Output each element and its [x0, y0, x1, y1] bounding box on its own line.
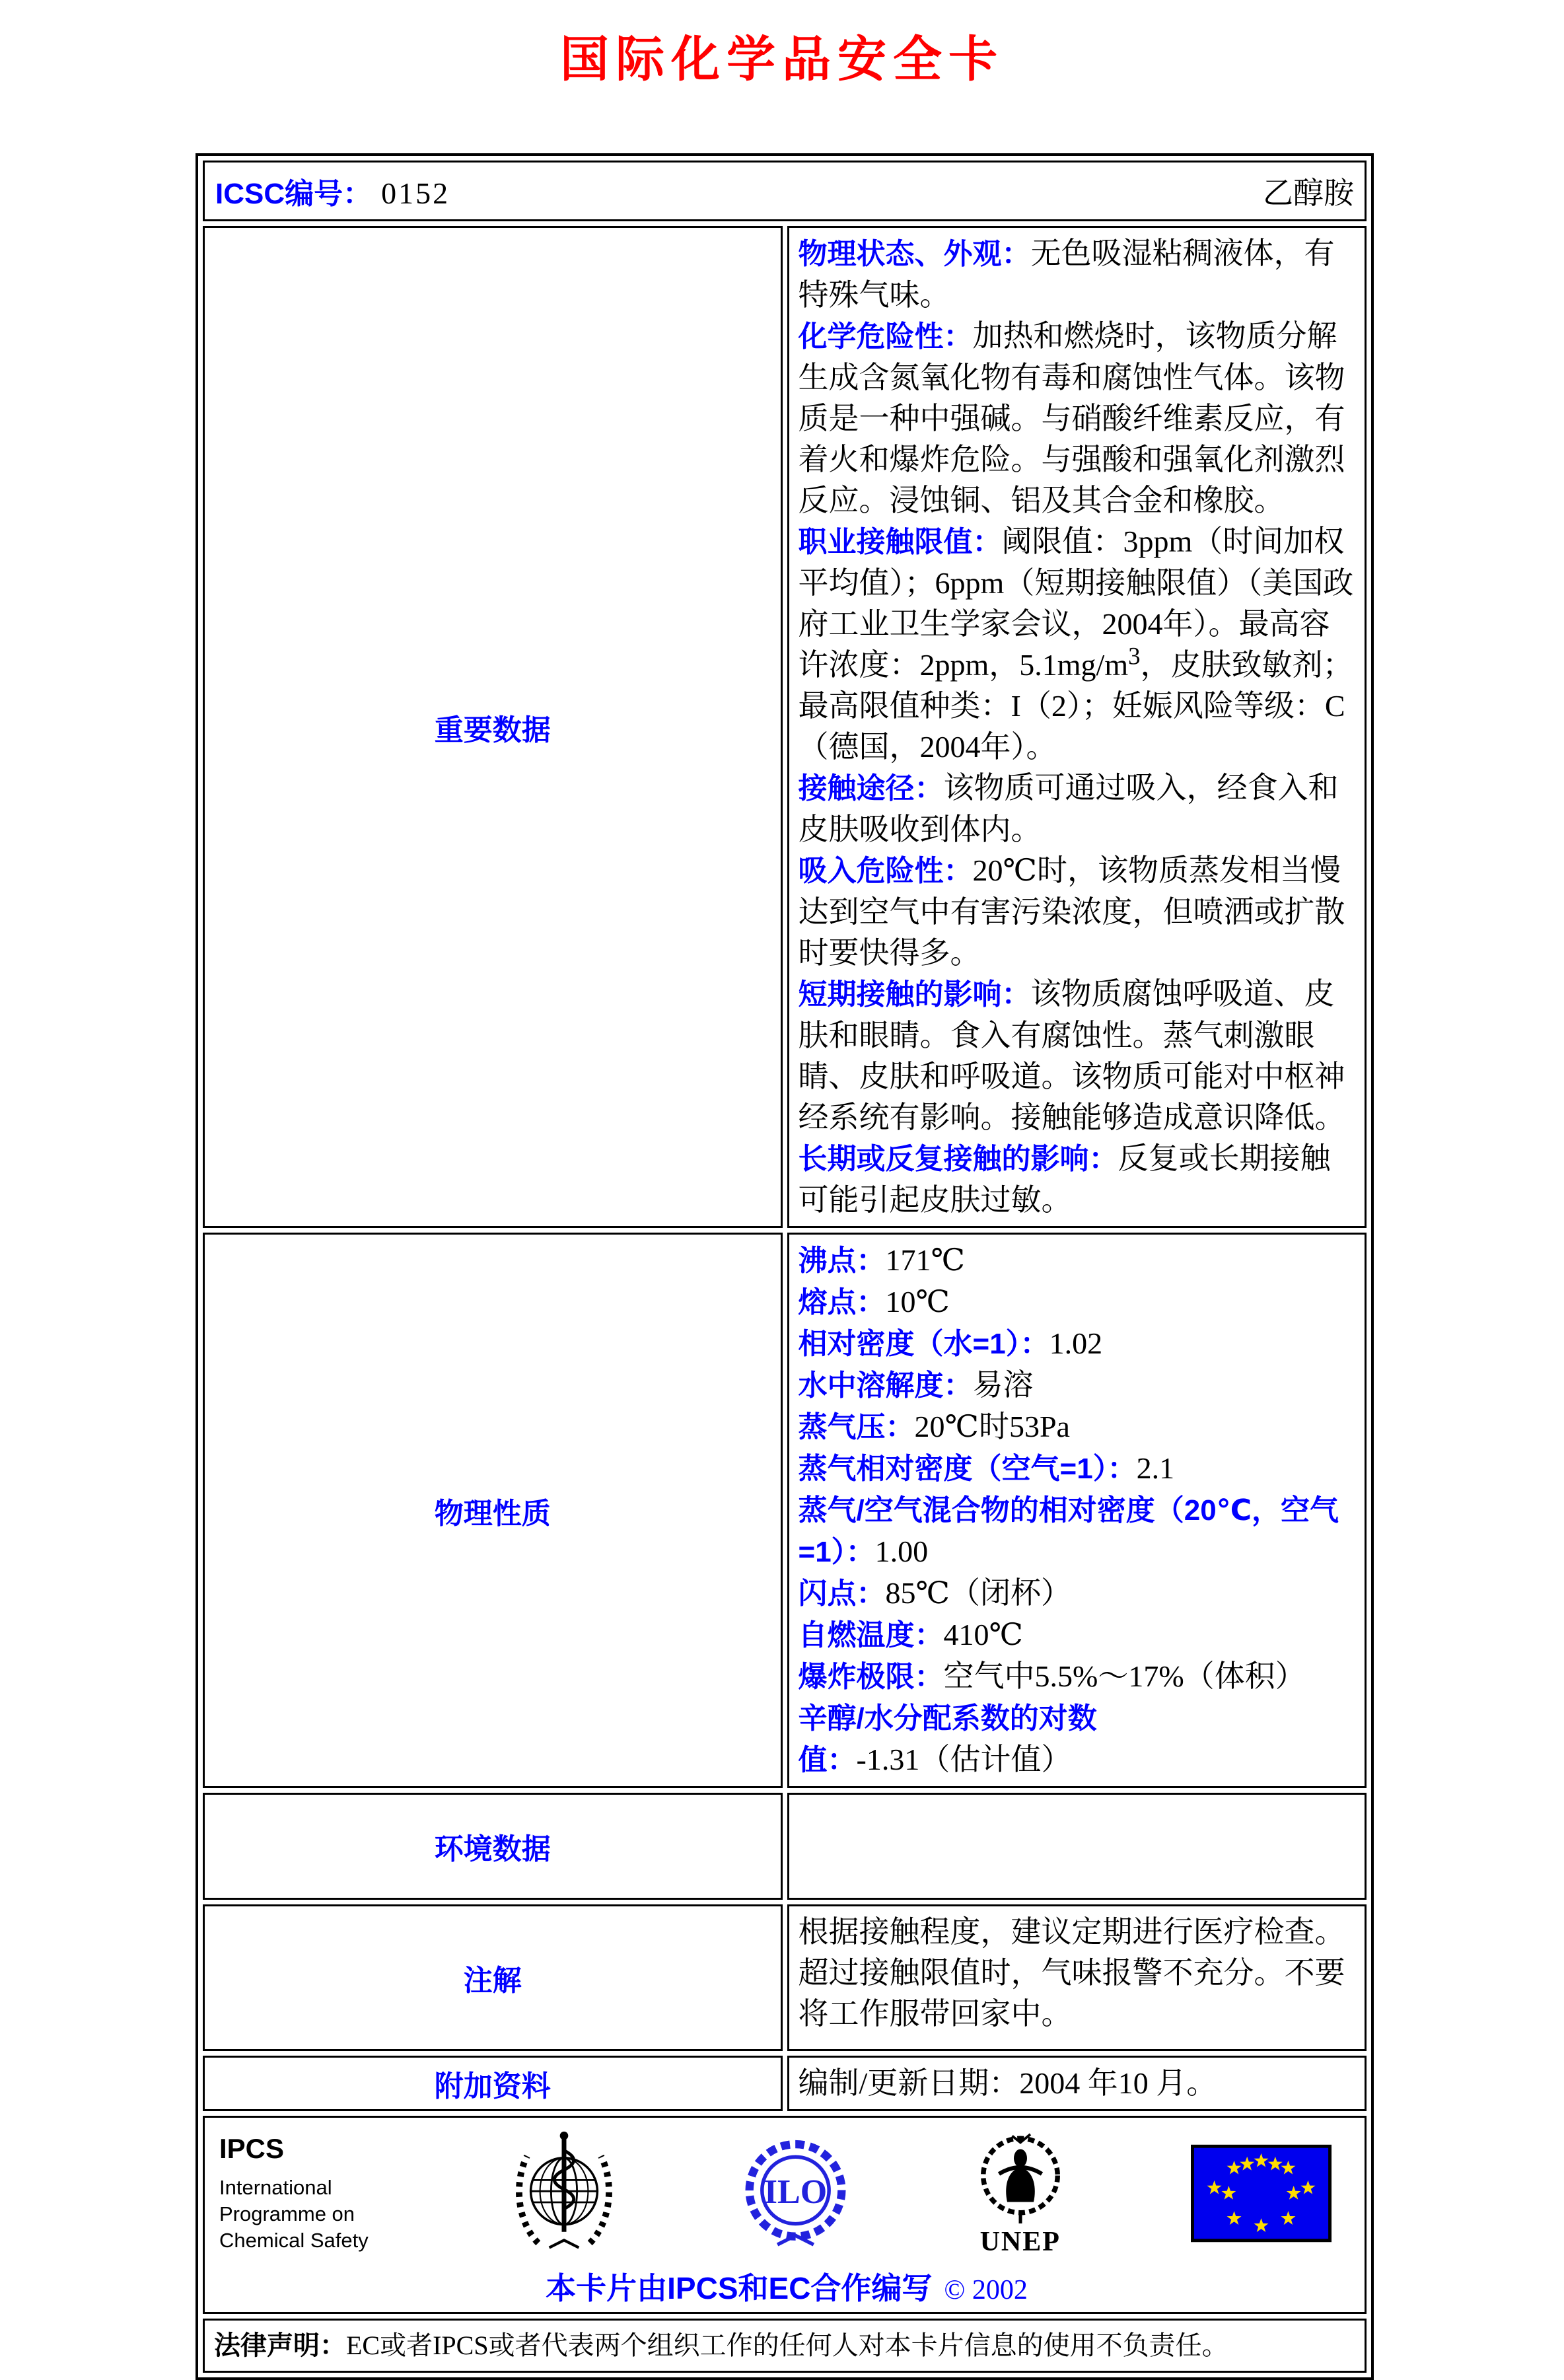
physical-property-item: 蒸气/空气混合物的相对密度（20℃，空气=1）：1.00	[798, 1494, 1339, 1568]
section-label-important-data: 重要数据	[203, 226, 783, 1228]
important-data-item: 长期或反复接触的影响：反复或长期接触可能引起皮肤过敏。	[798, 1141, 1331, 1217]
physical-properties-content	[787, 1233, 1367, 1788]
org-logos-row	[215, 2126, 1358, 2258]
important-data-item: 物理状态、外观：无色吸湿粘稠液体，有特殊气味。	[798, 236, 1335, 312]
eu-flag-icon	[1191, 2144, 1332, 2243]
ilo-letters: ILO	[764, 2173, 827, 2212]
organizations-row	[203, 2116, 1367, 2314]
important-data-content	[787, 226, 1367, 1228]
unep-block	[971, 2131, 1070, 2256]
icsc-number-group	[215, 170, 450, 212]
credit-text: 本卡片由IPCS和EC合作编写	[546, 2271, 933, 2305]
physical-properties-row	[203, 1233, 1367, 1788]
who-logo-icon	[509, 2128, 620, 2258]
chemical-name: 乙醇胺	[1263, 176, 1354, 210]
environmental-data-content	[787, 1793, 1367, 1900]
icsc-number-label: ICSC编号：	[215, 178, 373, 210]
additional-info-content: 编制/更新日期：2004 年10 月。	[787, 2056, 1367, 2111]
important-data-item: 接触途径：该物质可通过吸入，经食入和皮肤吸收到体内。	[798, 771, 1339, 846]
notes-content: 根据接触程度，建议定期进行医疗检查。超过接触限值时，气味报警不充分。不要将工作服带回家中。	[787, 1904, 1367, 2051]
ipcs-subtitle-line: Programme on	[219, 2202, 355, 2225]
organizations-cell	[203, 2116, 1367, 2314]
physical-property-item: 水中溶解度：易溶	[798, 1368, 1034, 1402]
physical-property-item: 沸点：171℃	[798, 1243, 965, 1277]
icsc-card-table	[196, 153, 1374, 2380]
superscript: 3	[1128, 642, 1141, 670]
important-data-row	[203, 226, 1367, 1228]
legal-label: 法律声明：	[214, 2331, 346, 2360]
header-row	[203, 161, 1367, 221]
physical-property-item: 辛醇/水分配系数的对数值：-1.31（估计值）	[798, 1702, 1097, 1776]
page-title: 国际化学品安全卡	[560, 31, 1004, 88]
important-data-item: 化学危险性：加热和燃烧时，该物质分解生成含氮氧化物有毒和腐蚀性气体。该物质是一种中强碱。与硝酸纤维素反应，有着火和爆炸危险。与强酸和强氧化剂激烈反应。浸蚀铜、铝及其合金和橡胶。	[798, 319, 1345, 517]
important-data-item: 短期接触的影响：该物质腐蚀呼吸道、皮肤和眼睛。食入有腐蚀性。蒸气刺激眼睛、皮肤和呼吸道。该物质可能对中枢神经系统有影响。接触能够造成意识降低。	[798, 977, 1345, 1134]
physical-property-item: 蒸气相对密度（空气=1）：2.1	[798, 1451, 1175, 1485]
important-data-item: 吸入危险性：20℃时，该物质蒸发相当慢达到空气中有害污染浓度，但喷洒或扩散时要快得多。	[798, 853, 1345, 970]
legal-row	[203, 2319, 1367, 2373]
important-data-item: 职业接触限值：阈限值：3ppm（时间加权平均值）；6ppm（短期接触限值）（美国政府工业卫生学家会议，2004年）。最高容许浓度：2ppm，$5.1mg/m^3$，皮肤致敏剂；最高限值种类：I（2）；妊娠风险等级：C（德国，2004年）。	[798, 524, 1354, 764]
physical-property-item: 蒸气压：20℃时53Pa	[798, 1410, 1070, 1443]
ipcs-title: IPCS	[219, 2133, 285, 2164]
legal-text: EC或者IPCS或者代表两个组织工作的任何人对本卡片信息的使用不负责任。	[346, 2330, 1228, 2360]
additional-info-row	[203, 2056, 1367, 2111]
physical-property-item: 自燃温度：410℃	[798, 1618, 1023, 1651]
credit-line	[215, 2264, 1358, 2308]
physical-property-item: 爆炸极限：空气中5.5%～17%（体积）	[798, 1659, 1306, 1693]
section-label-notes: 注解	[203, 1904, 783, 2051]
physical-property-item: 熔点：10℃	[798, 1285, 950, 1318]
icsc-number-value: 0152	[381, 176, 450, 210]
ipcs-block	[219, 2132, 388, 2254]
physical-property-item: 相对密度（水=1）：1.02	[798, 1326, 1103, 1360]
legal-cell	[203, 2319, 1367, 2373]
physical-property-item: 闪点：85℃（闭杯）	[798, 1576, 1071, 1610]
ipcs-subtitle-line: Chemical Safety	[219, 2229, 369, 2252]
ilo-logo-icon	[741, 2134, 850, 2252]
section-label-environmental-data: 环境数据	[203, 1793, 783, 1900]
notes-row	[203, 1904, 1367, 2051]
unep-logo-icon	[971, 2131, 1070, 2223]
ipcs-subtitle-line: International	[219, 2176, 332, 2199]
section-label-physical-properties: 物理性质	[203, 1233, 783, 1788]
section-label-additional-info: 附加资料	[203, 2056, 783, 2111]
header-cell	[203, 161, 1367, 221]
unep-label: UNEP	[979, 2226, 1061, 2257]
credit-copyright: © 2002	[944, 2275, 1028, 2305]
environmental-data-row	[203, 1793, 1367, 1900]
